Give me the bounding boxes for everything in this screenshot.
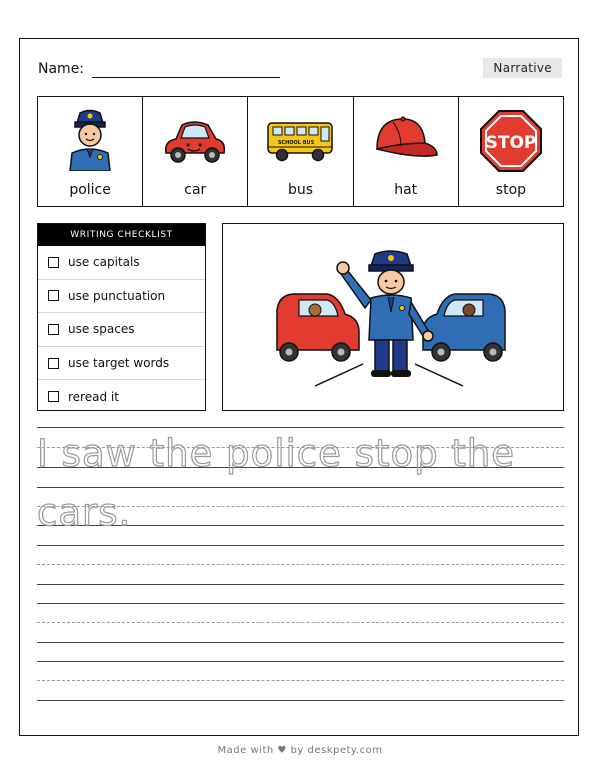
base-line [37, 642, 564, 643]
red-car-icon [160, 115, 230, 173]
word-card-police [38, 97, 143, 206]
red-cap-icon [371, 113, 441, 171]
top-line [37, 545, 564, 546]
top-line [37, 603, 564, 604]
police-directing-traffic-icon [275, 248, 507, 388]
word-card-hat [354, 97, 459, 206]
name-field[interactable] [92, 77, 280, 78]
tracing-text-line2: cars. [37, 491, 132, 534]
writing-checklist [37, 223, 206, 411]
checklist-item[interactable] [38, 380, 205, 413]
word-label: car [184, 182, 207, 198]
tracing-text-line1: I saw the police stop the [37, 432, 516, 475]
checklist-title: WRITING CHECKLIST [38, 224, 205, 246]
checklist-item-label: use target words [68, 356, 170, 371]
checkbox[interactable] [48, 257, 59, 268]
checkbox[interactable] [48, 324, 59, 335]
checklist-item[interactable] [38, 246, 205, 280]
word-label: stop [495, 182, 527, 198]
checklist-item-label: use punctuation [68, 288, 166, 303]
base-line [37, 700, 564, 701]
word-label: police [69, 182, 111, 198]
handwriting-area [37, 427, 564, 727]
checklist-item-label: use spaces [68, 322, 135, 337]
checklist-item[interactable] [38, 347, 205, 381]
mid-line [37, 622, 564, 623]
word-label: hat [394, 182, 418, 198]
mid-line [37, 680, 564, 681]
word-label: bus [287, 182, 314, 198]
school-bus-icon [266, 119, 336, 169]
top-line [37, 427, 564, 428]
mid-line [37, 564, 564, 565]
bus-sign-text: SCHOOL BUS [277, 140, 314, 146]
checkbox[interactable] [48, 290, 59, 301]
footer-by: by deskpety.com [290, 745, 383, 756]
scene-illustration [222, 223, 564, 411]
top-line [37, 487, 564, 488]
stop-sign-icon [479, 109, 543, 173]
footer-credit [0, 745, 600, 756]
checkbox[interactable] [48, 358, 59, 369]
top-line [37, 661, 564, 662]
word-card-bus [248, 97, 353, 206]
footer-made-with: Made with [217, 745, 274, 756]
checklist-item[interactable] [38, 313, 205, 347]
checklist-item-label: use capitals [68, 255, 140, 270]
stop-sign-text: STOP [485, 133, 537, 153]
heart-icon: ♥ [277, 745, 287, 756]
word-bank [37, 96, 564, 207]
genre-badge: Narrative [483, 58, 562, 78]
word-card-stop [459, 97, 563, 206]
checkbox[interactable] [48, 391, 59, 402]
worksheet [19, 38, 579, 736]
checklist-item-label: reread it [68, 389, 119, 404]
base-line [37, 584, 564, 585]
police-officer-icon [60, 107, 120, 171]
checklist-item[interactable] [38, 280, 205, 314]
name-label: Name: [38, 61, 85, 77]
word-card-car [143, 97, 248, 206]
